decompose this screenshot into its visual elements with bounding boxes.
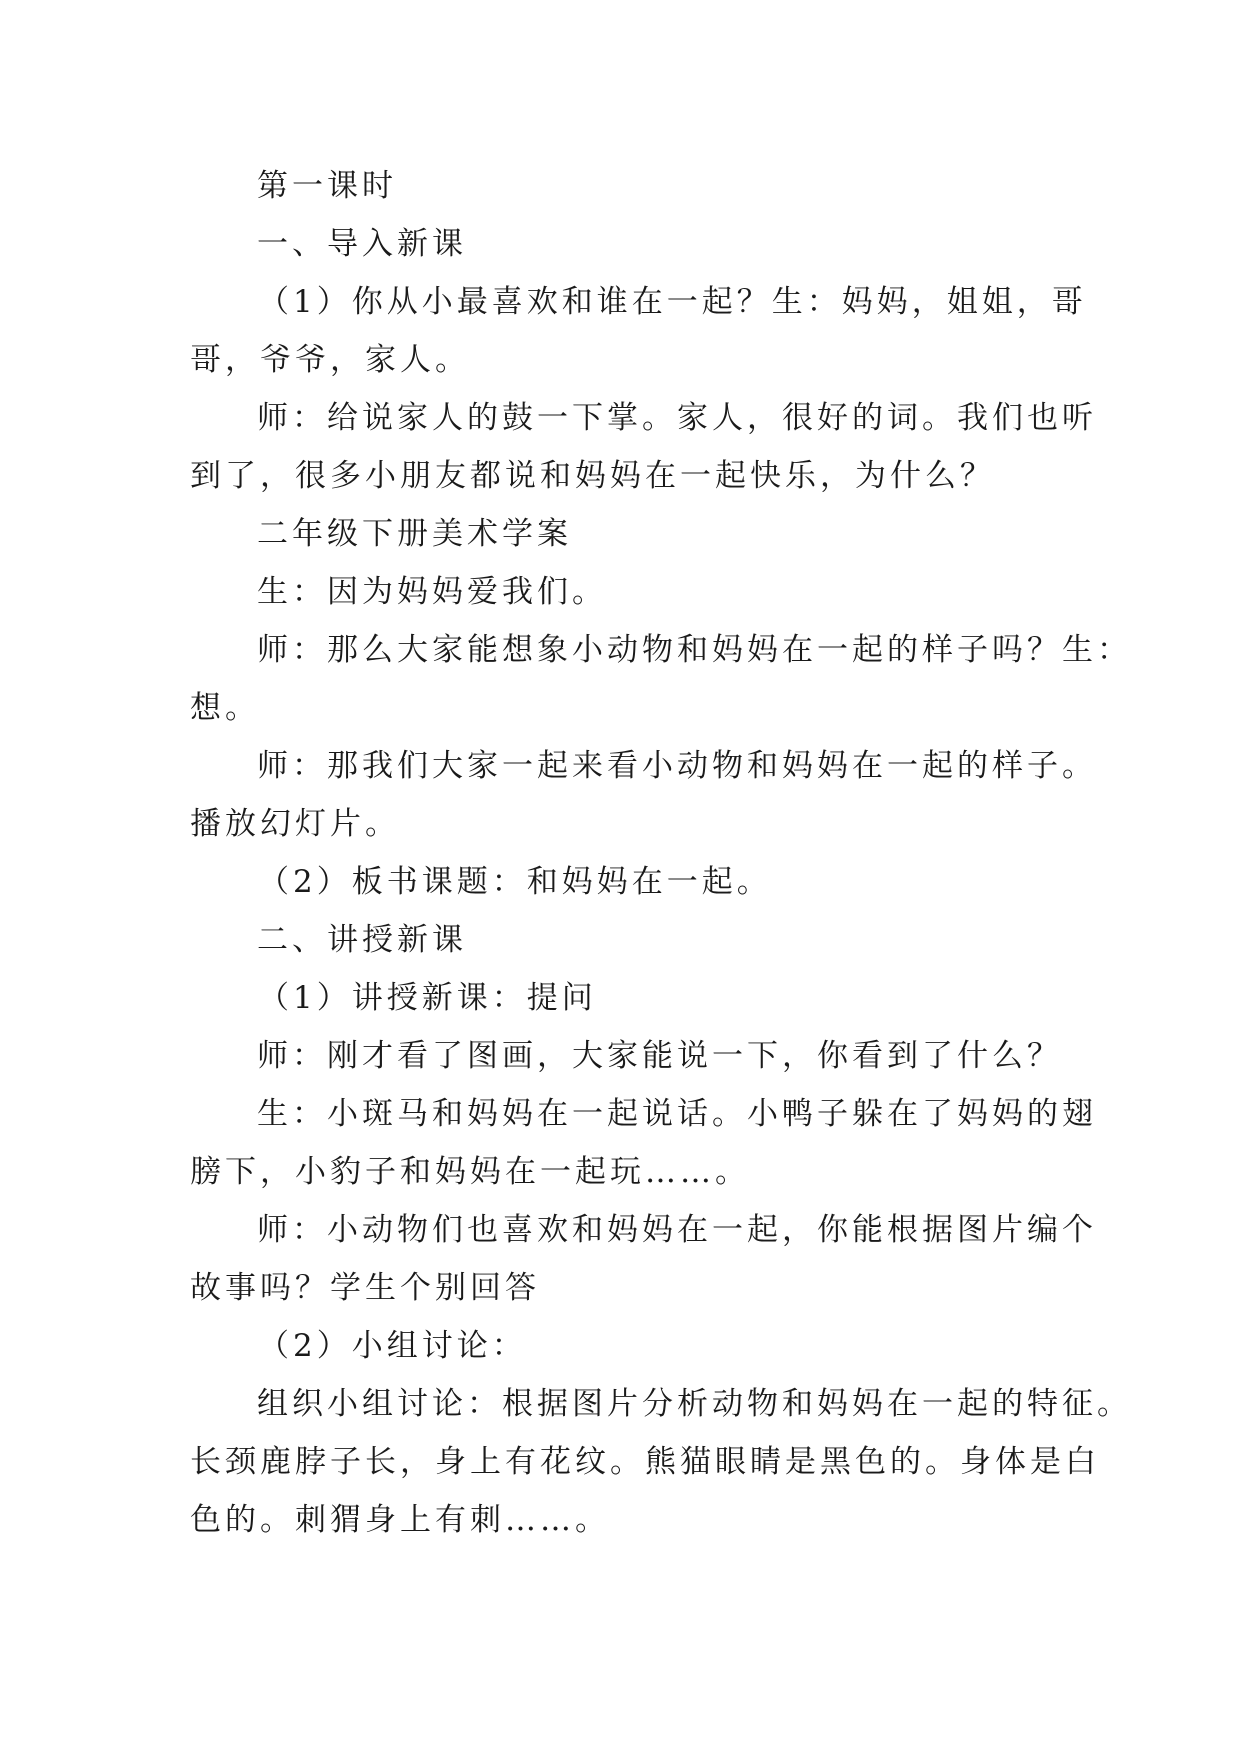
paragraph-line: 哥，爷爷，家人。 — [190, 342, 470, 378]
paragraph-line: （2）板书课题：和妈妈在一起。 — [258, 864, 772, 900]
paragraph-line: 师：刚才看了图画，大家能说一下，你看到了什么？ — [257, 1038, 1062, 1074]
section-heading-teaching: 二、讲授新课 — [257, 922, 467, 958]
paragraph-line: （2）小组讨论： — [258, 1328, 527, 1364]
section-heading-intro: 一、导入新课 — [257, 226, 467, 262]
paragraph-line: 想。 — [190, 690, 260, 726]
paragraph-line: 师：给说家人的鼓一下掌。家人，很好的词。我们也听 — [257, 400, 1097, 436]
lesson-period-heading: 第一课时 — [257, 168, 397, 204]
paragraph-line: （1）讲授新课：提问 — [258, 980, 597, 1016]
paragraph-line: 组织小组讨论：根据图片分析动物和妈妈在一起的特征。 — [257, 1386, 1132, 1422]
paragraph-line: 师：小动物们也喜欢和妈妈在一起，你能根据图片编个 — [257, 1212, 1097, 1248]
paragraph-line: 播放幻灯片。 — [190, 806, 400, 842]
paragraph-line: 长颈鹿脖子长，身上有花纹。熊猫眼睛是黑色的。身体是白 — [190, 1444, 1100, 1480]
paragraph-line: 生：小斑马和妈妈在一起说话。小鸭子躲在了妈妈的翅 — [257, 1096, 1097, 1132]
paragraph-line: 到了，很多小朋友都说和妈妈在一起快乐，为什么？ — [190, 458, 995, 494]
paragraph-line: 师：那我们大家一起来看小动物和妈妈在一起的样子。 — [257, 748, 1097, 784]
paragraph-line: 师：那么大家能想象小动物和妈妈在一起的样子吗？生： — [257, 632, 1132, 668]
document-title-line: 二年级下册美术学案 — [257, 516, 572, 552]
paragraph-line: 故事吗？学生个别回答 — [190, 1270, 540, 1306]
paragraph-line: 色的。刺猬身上有刺……。 — [190, 1502, 610, 1538]
paragraph-line: 生：因为妈妈爱我们。 — [257, 574, 607, 610]
paragraph-line: 膀下，小豹子和妈妈在一起玩……。 — [190, 1154, 750, 1190]
paragraph-line: （1）你从小最喜欢和谁在一起？生：妈妈，姐姐，哥 — [258, 284, 1087, 320]
